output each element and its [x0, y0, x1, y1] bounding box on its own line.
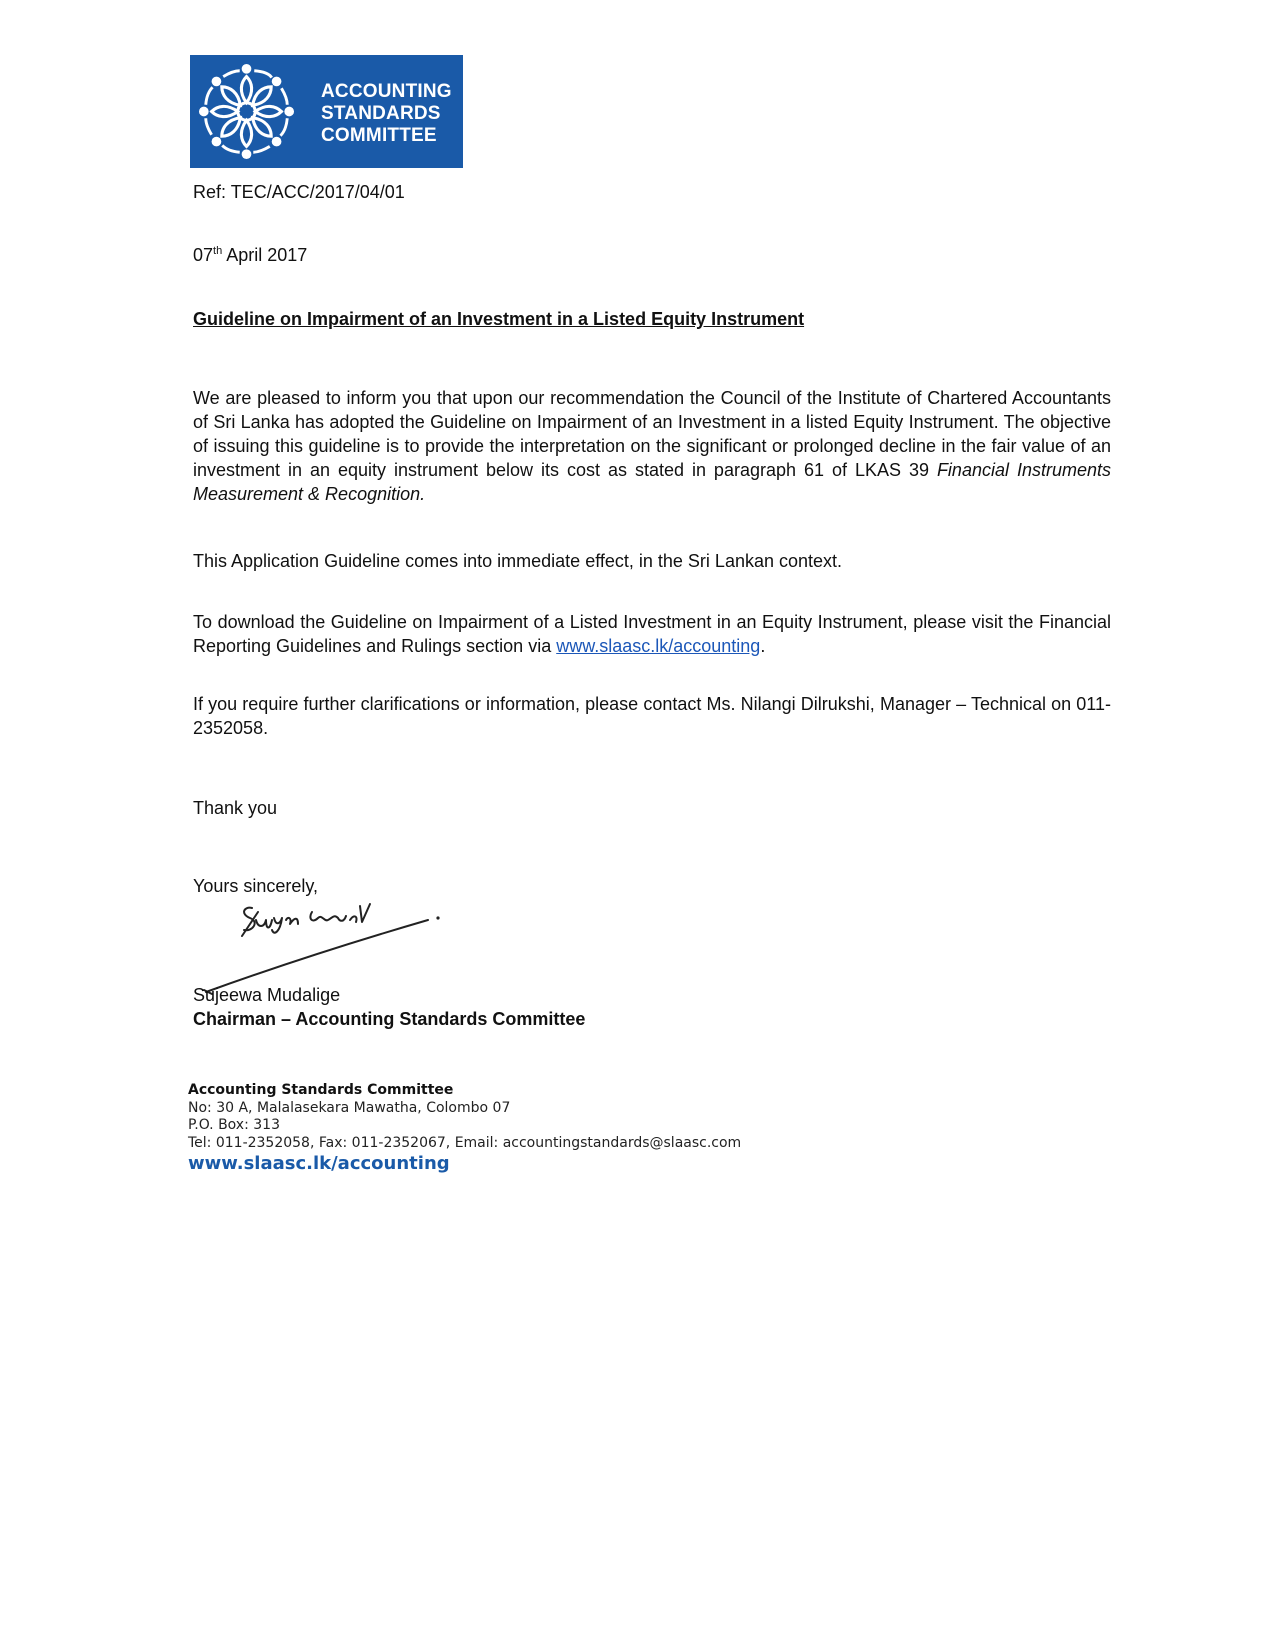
date-rest: April 2017: [222, 245, 308, 265]
footer-org-name: Accounting Standards Committee: [188, 1082, 454, 1098]
body-paragraph-2: This Application Guideline comes into immediate effect, in the Sri Lankan context.: [193, 551, 843, 571]
footer-website-link[interactable]: www.slaasc.lk/accounting: [188, 1153, 450, 1174]
footer-po-box: P.O. Box: 313: [188, 1117, 280, 1133]
accounting-website-link[interactable]: www.slaasc.lk/accounting: [556, 636, 761, 656]
paragraph-3-text: To download the Guideline on Impairment of a Listed Investment in an Equity Instrument, please visit the Financial Reporting Guidelines and Rulings section via: [193, 612, 1111, 656]
subject-heading: Guideline on Impairment of an Investment in a Listed Equity Instrument: [193, 309, 805, 329]
logo-line-2: STANDARDS: [321, 103, 441, 124]
logo-line-3: COMMITTEE: [321, 125, 437, 146]
body-paragraph-1: [193, 386, 1111, 506]
asc-logo: [190, 55, 463, 168]
closing-salutation: Yours sincerely,: [193, 876, 319, 896]
date-suffix: th: [213, 245, 223, 257]
letter-date: [193, 243, 307, 267]
signatory-name: Sujeewa Mudalige: [193, 985, 341, 1005]
footer-address: No: 30 A, Malalasekara Mawatha, Colombo 07: [188, 1099, 511, 1116]
thank-you: Thank you: [193, 798, 278, 818]
paragraph-3-end: .: [760, 636, 766, 656]
paragraph-1-text: We are pleased to inform you that upon our recommendation the Council of the Institute of Chartered Accountants of Sri Lanka has adopted the Guideline on Impairment of an Investment in a listed Equity Instrument. The objective of issuing this guideline is to provide the interpretation on the significant or prolonged decline in the fair value of an investment in an equity instrument below its cost as stated in paragraph 61 of LKAS 39: [193, 388, 1111, 480]
footer-contact: Tel: 011-2352058, Fax: 011-2352067, Email: accountingstandards@slaasc.com: [188, 1134, 742, 1151]
body-paragraph-3: [193, 610, 1111, 658]
logo-line-1: ACCOUNTING: [321, 81, 452, 102]
reference-number: Ref: TEC/ACC/2017/04/01: [193, 182, 405, 202]
standard-title: Financial Instruments Measurement & Recognition.: [193, 460, 1111, 504]
flower-people-emblem-icon: [198, 63, 295, 160]
logo-wordmark: [321, 81, 452, 147]
letterhead-footer: [188, 1082, 741, 1173]
signatory-title: Chairman – Accounting Standards Committee: [193, 1009, 586, 1029]
body-paragraph-4: If you require further clarifications or information, please contact Ms. Nilangi Dilrukshi, Manager – Technical on 011-2352058.: [193, 694, 1111, 738]
date-day: 07: [193, 245, 214, 265]
